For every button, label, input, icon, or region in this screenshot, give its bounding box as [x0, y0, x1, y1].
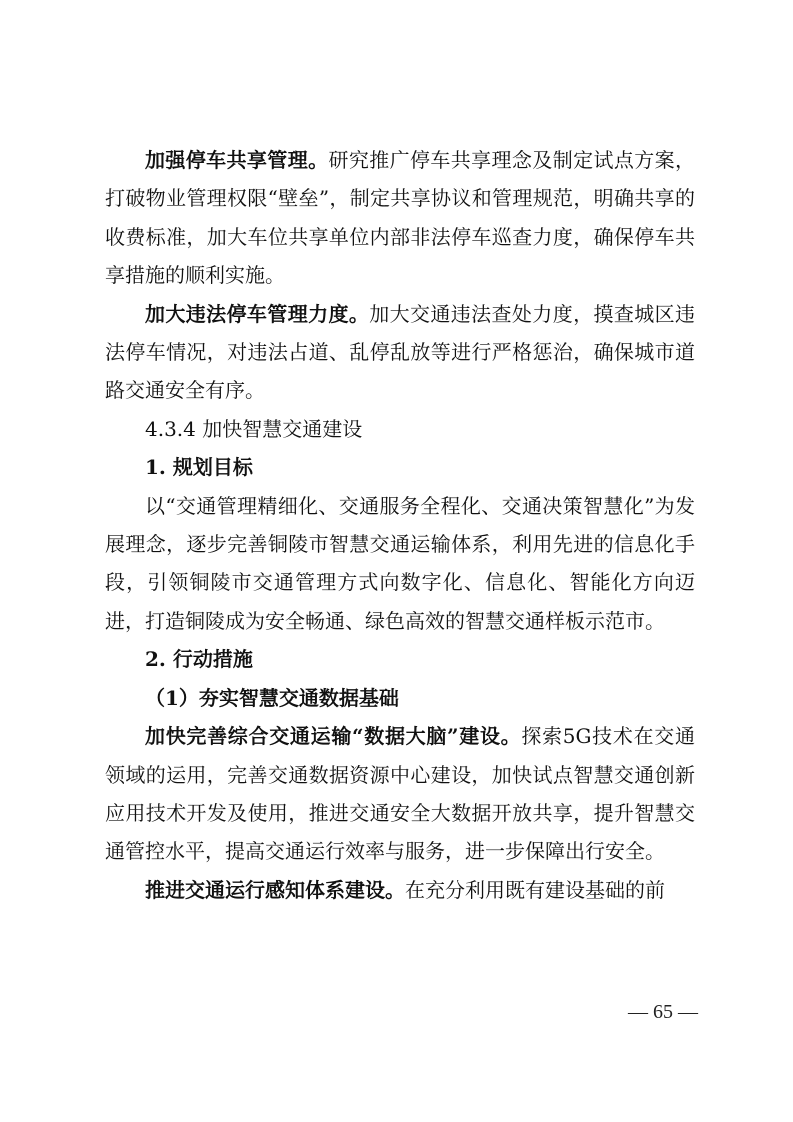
paragraph-text: 在充分利用既有建设基础的前 — [405, 877, 665, 902]
paragraph-lead: 推进交通运行感知体系建设。 — [145, 877, 405, 902]
paragraph-goal — [105, 487, 695, 641]
subsection-heading-goal: 1. 规划目标 — [145, 455, 253, 480]
paragraph-parking-sharing — [105, 141, 695, 295]
paragraph-illegal-parking — [105, 295, 695, 410]
document-body — [105, 141, 695, 909]
paragraph-lead: 加快完善综合交通运输“数据大脑”建设。 — [145, 724, 522, 749]
paragraph-data-brain — [105, 717, 695, 871]
paragraph-perception-system — [105, 871, 695, 909]
sub-subsection-heading: （1）夯实智慧交通数据基础 — [145, 685, 399, 710]
paragraph-lead: 加大违法停车管理力度。 — [145, 301, 370, 326]
paragraph-text: 加大交通违法查处力度，摸查城区违法停车情况，对违法占道、乱停乱放等进行严格惩治，确保城市道路交通安全有序。 — [105, 301, 696, 403]
subsection-heading-measures: 2. 行动措施 — [145, 647, 253, 672]
paragraph-text: 以“交通管理精细化、交通服务全程化、交通决策智慧化”为发展理念，逐步完善铜陵市智慧交通运输体系，利用先进的信息化手段，引领铜陵市交通管理方式向数字化、信息化、智能化方向迈进，打造铜陵成为安全畅通、绿色高效的智慧交通样板示范市。 — [105, 493, 695, 633]
paragraph-text: 研究推广停车共享理念及制定试点方案，打破物业管理权限“壁垒”，制定共享协议和管理规范，明确共享的收费标准，加大车位共享单位内部非法停车巡查力度，确保停车共享措施的顺利实施。 — [105, 148, 696, 288]
paragraph-text: 探索5G技术在交通领域的运用，完善交通数据资源中心建设，加快试点智慧交通创新应用技术开发及使用，推进交通安全大数据开放共享，提升智慧交通管控水平，提高交通运行效率与服务，进一步保障出行安全。 — [105, 724, 695, 864]
page-number: — 65 — — [628, 1001, 698, 1023]
section-heading: 4.3.4 加快智慧交通建设 — [145, 416, 363, 441]
paragraph-lead: 加强停车共享管理。 — [145, 148, 329, 172]
